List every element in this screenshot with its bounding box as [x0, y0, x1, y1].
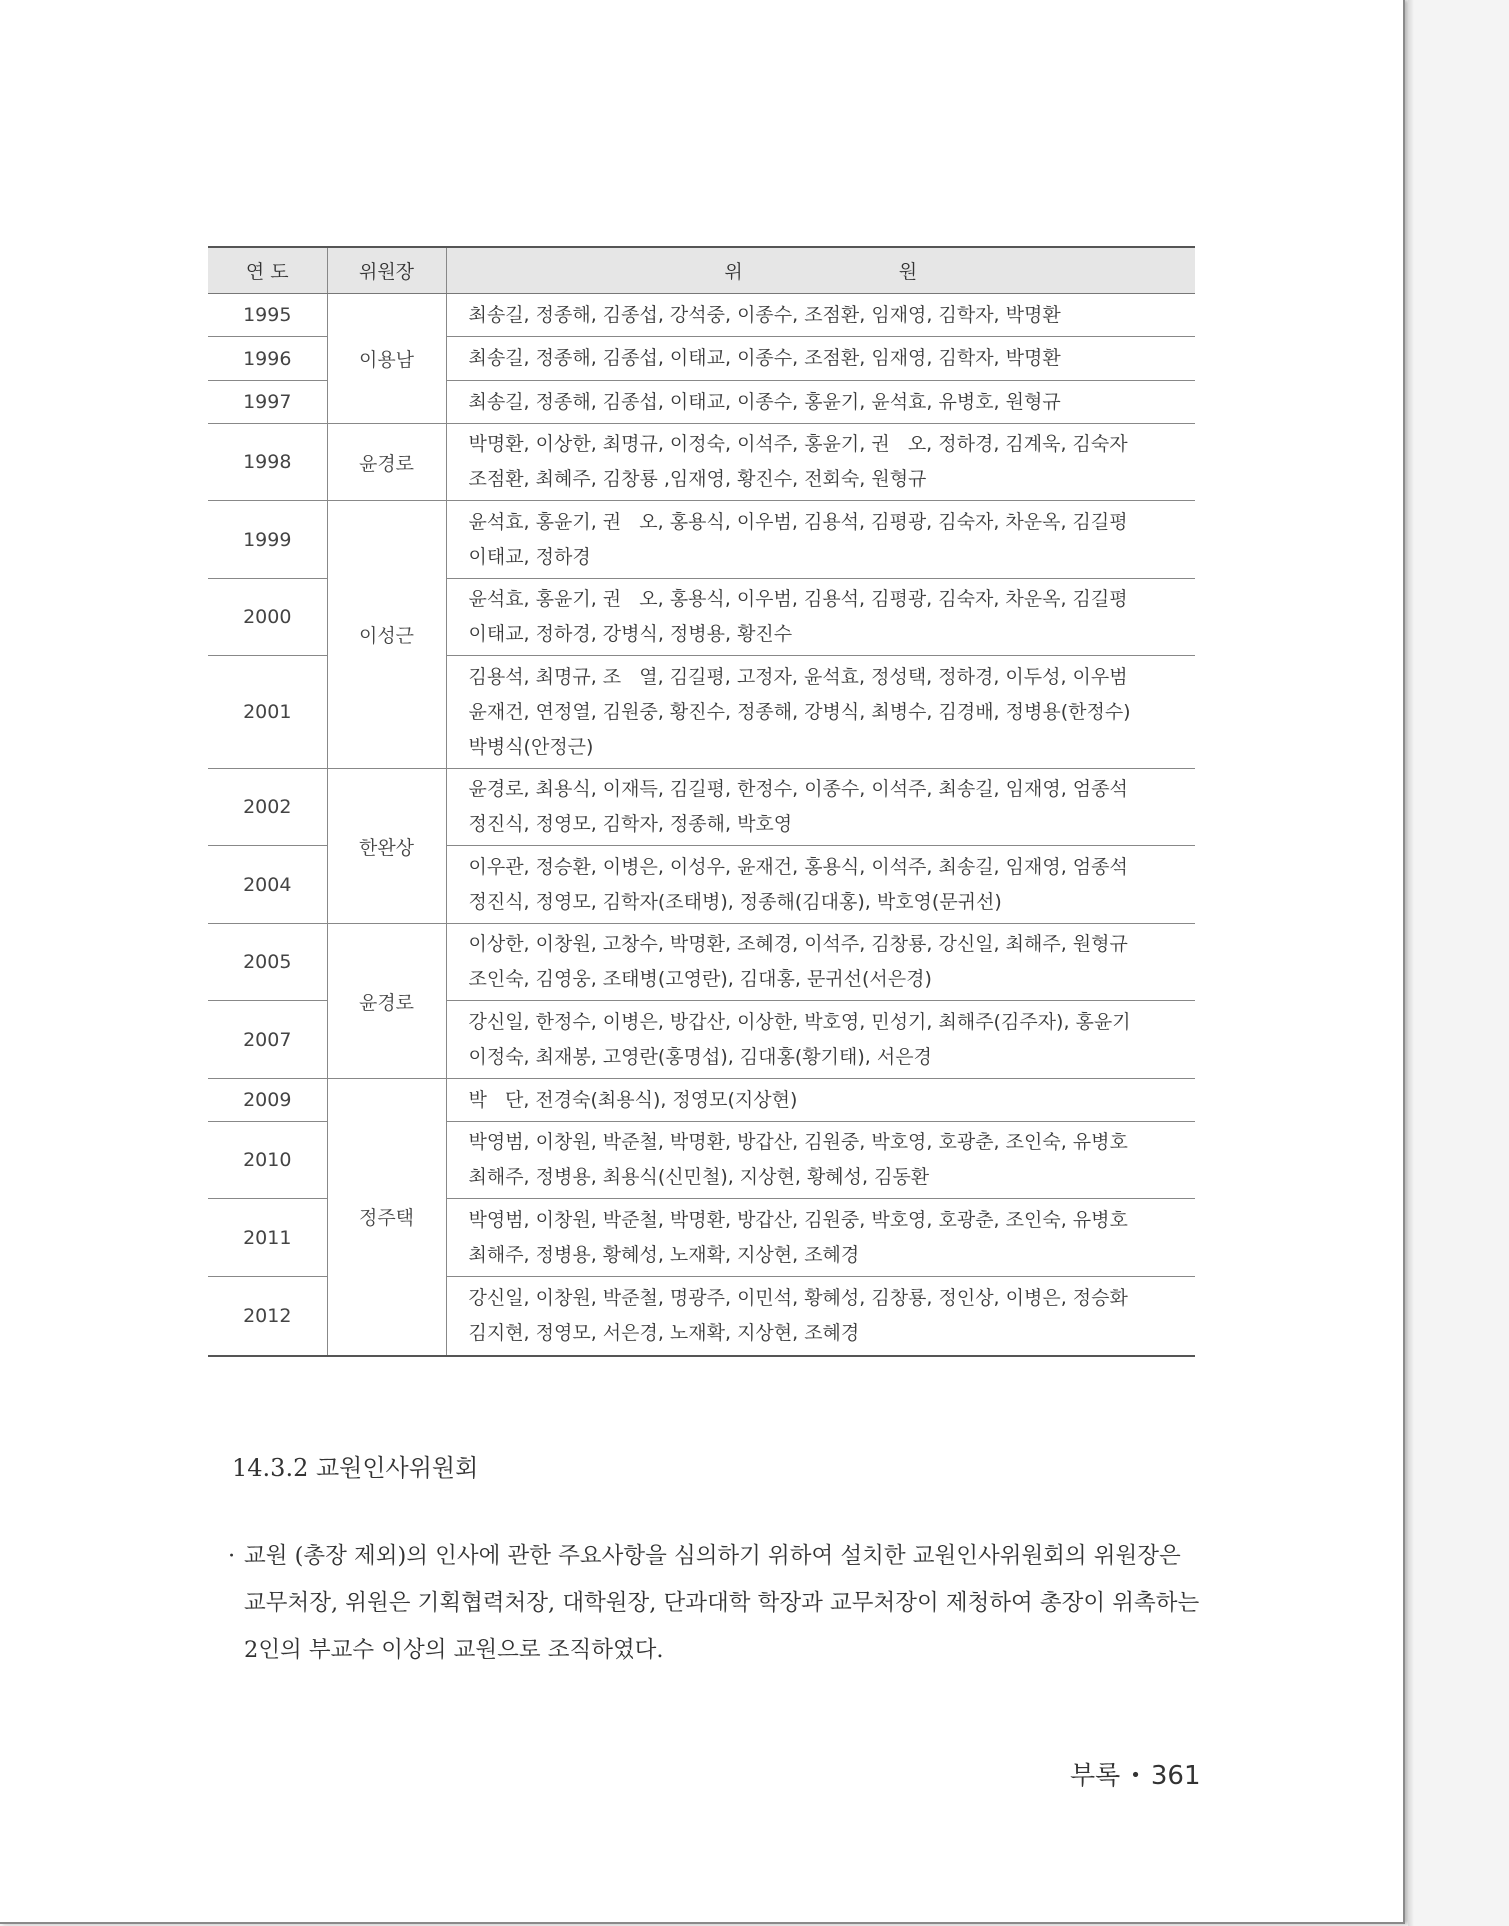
- member-line: 최송길, 정종해, 김종섭, 강석중, 이종수, 조점환, 임재영, 김학자, 박명환: [468, 303, 1061, 326]
- row-year: 2012: [208, 1277, 327, 1356]
- member-line: 윤재건, 연정열, 김원중, 황진수, 정종해, 강병식, 최병수, 김경배, 정병용(한정수): [468, 700, 1131, 723]
- row-members: [446, 1122, 1195, 1199]
- table-row: [208, 501, 1195, 579]
- member-line: 김지현, 정영모, 서은경, 노재확, 지상현, 조혜경: [468, 1321, 860, 1344]
- member-line: 강신일, 한정수, 이병은, 방갑산, 이상한, 박호영, 민성기, 최해주(김주자), 홍윤기: [468, 1010, 1131, 1033]
- member-line: 조인숙, 김영웅, 조태병(고영란), 김대홍, 문귀선(서은경): [468, 968, 932, 990]
- row-members: [446, 1079, 1195, 1122]
- row-year: 1996: [208, 337, 327, 381]
- member-line: 김용석, 최명규, 조 열, 김길평, 고정자, 윤석효, 정성택, 정하경, 이두성, 이우범: [468, 665, 1128, 688]
- header-members-part2: 원: [898, 261, 918, 283]
- row-members: [446, 1277, 1195, 1356]
- row-members: [446, 924, 1195, 1001]
- row-year: 2010: [208, 1122, 327, 1199]
- header-members: [446, 247, 1195, 294]
- row-year: 2001: [208, 656, 327, 769]
- header-year: 연 도: [208, 247, 327, 294]
- row-members: [446, 381, 1195, 424]
- row-year: 2007: [208, 1001, 327, 1079]
- committee-members-table: [208, 246, 1195, 1357]
- member-line: 이태교, 정하경, 강병식, 정병용, 황진수: [468, 623, 793, 645]
- member-line: 박영범, 이창원, 박준철, 박명환, 방갑산, 김원중, 박호영, 호광춘, 조인숙, 유병호: [468, 1131, 1128, 1153]
- member-line: 이우관, 정승환, 이병은, 이성우, 윤재건, 홍용식, 이석주, 최송길, 임재영, 엄종석: [468, 855, 1128, 878]
- row-chair: 한완상: [327, 769, 446, 924]
- member-line: 정진식, 정영모, 김학자(조태병), 정종해(김대홍), 박호영(문귀선): [468, 890, 1002, 913]
- paragraph-bullet: ·: [228, 1543, 236, 1569]
- header-members-part1: 위: [724, 261, 743, 283]
- row-year: 2004: [208, 846, 327, 924]
- header-chair: 위원장: [327, 247, 446, 294]
- member-line: 조점환, 최혜주, 김창룡 ,임재영, 황진수, 전회숙, 원형규: [468, 468, 927, 490]
- member-line: 최송길, 정종해, 김종섭, 이태교, 이종수, 홍윤기, 윤석효, 유병호, 원형규: [468, 390, 1061, 413]
- member-line: 최해주, 정병용, 황혜성, 노재확, 지상현, 조혜경: [468, 1243, 860, 1266]
- paragraph-text: 교원 (총장 제외)의 인사에 관한 주요사항을 심의하기 위하여 설치한 교원인사위원회의 위원장은 교무처장, 위원은 기획협력처장, 대학원장, 단과대학 학장과 교무처장이 제청하여 총장이 위촉하는 2인의 부교수 이상의 교원으로 조직하였다.: [244, 1543, 1200, 1663]
- member-line: 이정숙, 최재봉, 고영란(홍명섭), 김대홍(황기태), 서은경: [468, 1045, 932, 1068]
- row-members: [446, 337, 1195, 381]
- member-line: 최송길, 정종해, 김종섭, 이태교, 이종수, 조점환, 임재영, 김학자, 박명환: [468, 347, 1061, 369]
- row-year: 1997: [208, 381, 327, 424]
- member-line: 박병식(안정근): [468, 735, 594, 758]
- table-row: [208, 1079, 1195, 1122]
- row-members: [446, 1001, 1195, 1079]
- row-chair: 윤경로: [327, 924, 446, 1079]
- row-year: 2002: [208, 769, 327, 846]
- row-chair: 윤경로: [327, 424, 446, 501]
- row-year: 2011: [208, 1199, 327, 1277]
- row-year: 1998: [208, 424, 327, 501]
- section-title: 14.3.2 교원인사위원회: [232, 1454, 479, 1482]
- member-line: 이태교, 정하경: [468, 545, 591, 568]
- row-members: [446, 769, 1195, 846]
- row-members: [446, 501, 1195, 579]
- table-row: [208, 294, 1195, 337]
- table-row: [208, 769, 1195, 846]
- row-year: 2000: [208, 579, 327, 656]
- row-year: 1999: [208, 501, 327, 579]
- row-chair: 이성근: [327, 501, 446, 769]
- row-members: [446, 1199, 1195, 1277]
- row-members: [446, 846, 1195, 924]
- member-line: 최해주, 정병용, 최용식(신민철), 지상현, 황혜성, 김동환: [468, 1166, 930, 1188]
- row-year: 1995: [208, 294, 327, 337]
- row-members: [446, 656, 1195, 769]
- section-paragraph: [228, 1533, 1204, 1674]
- table-row: [208, 424, 1195, 501]
- member-line: 윤경로, 최용식, 이재득, 김길평, 한정수, 이종수, 이석주, 최송길, 임재영, 엄종석: [468, 778, 1128, 800]
- member-line: 박명환, 이상한, 최명규, 이정숙, 이석주, 홍윤기, 권 오, 정하경, 김계욱, 김숙자: [468, 433, 1128, 455]
- member-line: 강신일, 이창원, 박준철, 명광주, 이민석, 황혜성, 김창룡, 정인상, 이병은, 정승화: [468, 1286, 1128, 1309]
- table-header-row: [208, 247, 1195, 294]
- row-members: [446, 579, 1195, 656]
- table-row: [208, 924, 1195, 1001]
- member-line: 윤석효, 홍윤기, 권 오, 홍용식, 이우범, 김용석, 김평광, 김숙자, 차운옥, 김길평: [468, 510, 1128, 533]
- page-edge-shadow: [1408, 0, 1414, 1926]
- footer-label: 부록: [1070, 1761, 1121, 1791]
- row-chair: 이용남: [327, 294, 446, 424]
- row-year: 2009: [208, 1079, 327, 1122]
- member-line: 이상한, 이창원, 고창수, 박명환, 조혜경, 이석주, 김창룡, 강신일, 최해주, 원형규: [468, 933, 1128, 955]
- row-members: [446, 294, 1195, 337]
- page-number: 361: [1150, 1761, 1201, 1791]
- member-line: 박 단, 전경숙(최용식), 정영모(지상현): [468, 1088, 798, 1111]
- member-line: 박영범, 이창원, 박준철, 박명환, 방갑산, 김원중, 박호영, 호광춘, 조인숙, 유병호: [468, 1208, 1128, 1231]
- member-line: 윤석효, 홍윤기, 권 오, 홍용식, 이우범, 김용석, 김평광, 김숙자, 차운옥, 김길평: [468, 588, 1128, 610]
- footer-dot: •: [1130, 1765, 1141, 1786]
- row-year: 2005: [208, 924, 327, 1001]
- page-footer: [1070, 1755, 1201, 1792]
- row-chair: 정주택: [327, 1079, 446, 1356]
- member-line: 정진식, 정영모, 김학자, 정종해, 박호영: [468, 813, 793, 835]
- row-members: [446, 424, 1195, 501]
